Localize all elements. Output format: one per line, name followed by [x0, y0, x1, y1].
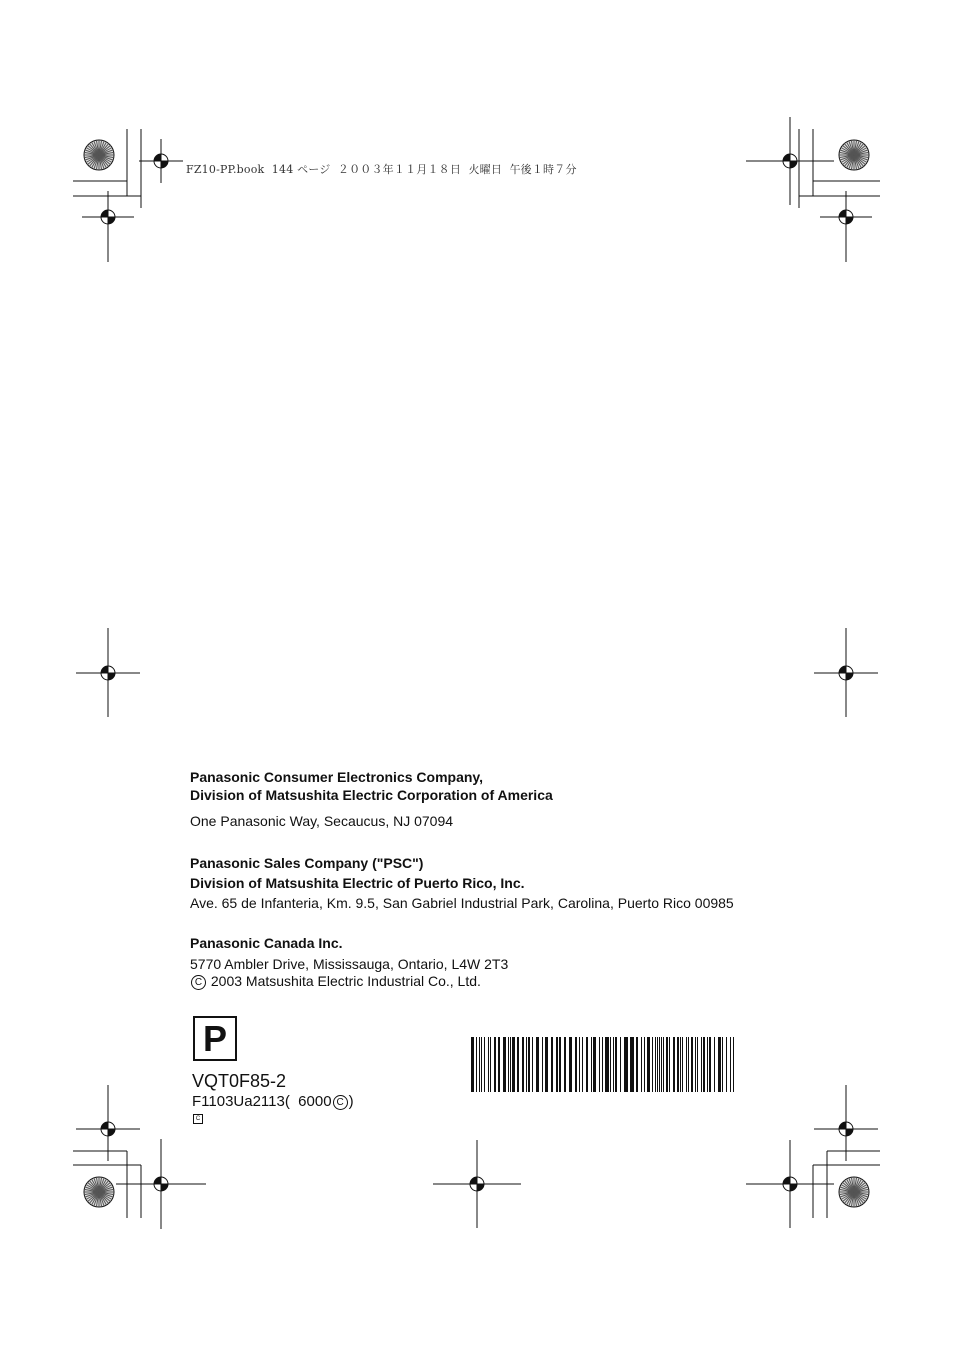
registration-target-icon — [433, 1140, 521, 1228]
print-code-suffix: ) — [348, 1093, 354, 1110]
print-code-circle-icon: C — [333, 1095, 348, 1110]
print-code — [192, 1093, 354, 1110]
rosette-bottom-right-icon — [839, 1177, 869, 1207]
barcode-bar — [657, 1037, 658, 1092]
barcode-bar — [669, 1037, 670, 1092]
barcode-bar — [680, 1037, 681, 1092]
company-us-name-line1: Panasonic Consumer Electronics Company, — [190, 769, 484, 785]
barcode-bar — [542, 1037, 543, 1092]
barcode-bar — [610, 1037, 611, 1092]
registration-target-icon — [139, 139, 183, 183]
barcode-bar — [528, 1037, 530, 1092]
registration-target-icon — [746, 1140, 834, 1228]
barcode-bar — [652, 1037, 653, 1092]
barcode-bar — [707, 1037, 708, 1092]
barcode-bar — [556, 1037, 558, 1092]
barcode-bar — [498, 1037, 500, 1092]
barcode-bar — [655, 1037, 656, 1092]
barcode-bar — [624, 1037, 628, 1092]
barcode-bar — [564, 1037, 566, 1092]
barcode-bar — [602, 1037, 603, 1092]
barcode-bar — [479, 1037, 480, 1092]
barcode-bar — [526, 1037, 527, 1092]
company-ca-address: 5770 Ambler Drive, Mississauga, Ontario, L4W 2T3 — [190, 956, 509, 972]
company-pr-address: Ave. 65 de Infanteria, Km. 9.5, San Gabriel Industrial Park, Carolina, Puerto Rico 00985 — [190, 895, 734, 911]
barcode-bar — [490, 1037, 491, 1092]
barcode-bar — [722, 1037, 723, 1092]
registration-target-icon — [746, 117, 834, 205]
barcode-bar — [733, 1037, 734, 1092]
company-pr-name-line2: Division of Matsushita Electric of Puerto Rico, Inc. — [190, 875, 525, 891]
barcode-bar — [709, 1037, 711, 1092]
barcode-bar — [695, 1037, 696, 1092]
barcode-bar — [647, 1037, 650, 1092]
print-code-prefix: F1103Ua2113( 6000 — [192, 1093, 332, 1110]
barcode-bar — [532, 1037, 533, 1092]
barcode-bar — [630, 1037, 634, 1092]
barcode-bar — [510, 1037, 511, 1092]
rosette-top-right-icon — [839, 140, 869, 170]
barcode-bar — [686, 1037, 687, 1092]
barcode-bar — [726, 1037, 727, 1092]
barcode-bar — [677, 1037, 679, 1092]
barcode-bar — [586, 1037, 588, 1092]
barcode-bar — [620, 1037, 621, 1092]
barcode-bar — [582, 1037, 583, 1092]
barcode-bar — [508, 1037, 509, 1092]
small-square-mark-icon: C — [193, 1114, 203, 1124]
barcode-bar — [551, 1037, 553, 1092]
barcode-bar — [575, 1037, 577, 1092]
model-code: VQT0F85-2 — [192, 1071, 287, 1091]
barcode-bar — [641, 1037, 642, 1092]
barcode-bar — [476, 1037, 477, 1092]
copyright-text: 2003 Matsushita Electric Industrial Co., Ltd. — [210, 973, 481, 989]
barcode-bar — [545, 1037, 548, 1092]
file-info-header: FZ10-PP.book 144 ページ ２００３年１１月１８日 火曜日 午後１時７分 — [186, 163, 577, 176]
barcode-bar — [636, 1037, 638, 1092]
rosette-bottom-left-icon — [84, 1177, 114, 1207]
barcode-bar — [701, 1037, 702, 1092]
registration-target-icon — [116, 1139, 206, 1229]
copyright-icon: C — [191, 975, 206, 990]
barcode-bar — [605, 1037, 609, 1092]
barcode-bar — [682, 1037, 683, 1092]
barcode-bar — [494, 1037, 496, 1092]
company-us-address: One Panasonic Way, Secaucus, NJ 07094 — [190, 813, 454, 829]
barcode-bar — [703, 1037, 705, 1092]
barcode-bar — [579, 1037, 580, 1092]
barcode-bar — [481, 1037, 482, 1092]
barcode-bar — [599, 1037, 600, 1092]
rosette-top-left-icon — [84, 140, 114, 170]
copyright-line — [190, 973, 481, 990]
barcode-bar — [714, 1037, 715, 1092]
barcode-bar — [471, 1037, 474, 1092]
barcode-bar — [691, 1037, 693, 1092]
barcode-bar — [659, 1037, 660, 1092]
company-pr-name-line1: Panasonic Sales Company ("PSC") — [190, 855, 424, 871]
barcode-bar — [730, 1037, 731, 1092]
barcode-bar — [591, 1037, 592, 1092]
barcode-bar — [488, 1037, 489, 1092]
barcode-bar — [593, 1037, 596, 1092]
barcode — [471, 1037, 739, 1092]
barcode-bar — [484, 1037, 485, 1092]
company-us-name-line2: Division of Matsushita Electric Corporation of America — [190, 787, 553, 803]
barcode-bar — [503, 1037, 506, 1092]
barcode-bar — [688, 1037, 689, 1092]
barcode-bar — [559, 1037, 561, 1092]
barcode-bar — [613, 1037, 614, 1092]
barcode-bar — [522, 1037, 524, 1092]
barcode-bar — [718, 1037, 721, 1092]
p-mark-box: P — [193, 1016, 237, 1061]
company-ca-name: Panasonic Canada Inc. — [190, 935, 343, 951]
barcode-bar — [644, 1037, 645, 1092]
barcode-bar — [673, 1037, 675, 1092]
barcode-bar — [517, 1037, 519, 1092]
barcode-bar — [615, 1037, 617, 1092]
barcode-bar — [512, 1037, 515, 1092]
barcode-bar — [663, 1037, 664, 1092]
barcode-bar — [569, 1037, 572, 1092]
barcode-bar — [666, 1037, 668, 1092]
barcode-bar — [697, 1037, 698, 1092]
barcode-bar — [661, 1037, 662, 1092]
barcode-bar — [536, 1037, 539, 1092]
